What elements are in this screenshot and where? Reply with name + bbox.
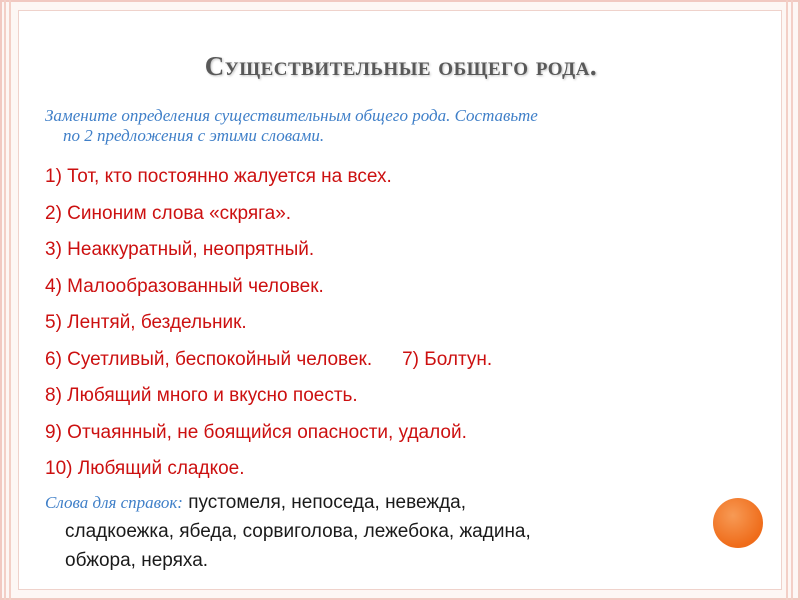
instruction-line-2: по 2 предложения с этими словами. bbox=[63, 126, 325, 145]
list-item: 10) Любящий сладкое. bbox=[45, 458, 245, 479]
list-item: 7) Болтун. bbox=[402, 348, 493, 370]
reference-words bbox=[45, 488, 765, 575]
list-item: 1) Тот, кто постоянно жалуется на всех. bbox=[45, 166, 392, 187]
list-item: 6) Суетливый, беспокойный человек. bbox=[45, 348, 373, 370]
definitions-list bbox=[45, 164, 765, 493]
list-item: 5) Лентяй, бездельник. bbox=[45, 312, 247, 333]
instruction-text bbox=[45, 106, 745, 146]
list-item: 8) Любящий много и вкусно поесть. bbox=[45, 385, 358, 406]
list-item: 4) Малообразованный человек. bbox=[45, 275, 324, 297]
instruction-line-1: Замените определения существительным общего рода. Составьте bbox=[45, 106, 538, 125]
list-item: 2) Синоним слова «скряга». bbox=[45, 202, 292, 224]
left-stripe-decoration bbox=[4, 0, 14, 600]
list-item: 9) Отчаянный, не боящийся опасности, удалой. bbox=[45, 421, 467, 443]
right-stripe-decoration bbox=[786, 0, 796, 600]
content-panel bbox=[18, 10, 782, 590]
reference-words-label: Слова для справок: bbox=[45, 493, 183, 512]
list-item-6-7 bbox=[45, 347, 765, 384]
reference-words-line-1: пустомеля, непоседа, невежда, bbox=[182, 492, 467, 513]
reference-words-line-3: обжора, неряха. bbox=[65, 550, 209, 571]
slide-title: Существительные общего рода. bbox=[204, 51, 598, 81]
reference-words-line-2: сладкоежка, ябеда, сорвиголова, лежебока, жадина, bbox=[65, 521, 531, 542]
list-item: 3) Неаккуратный, неопрятный. bbox=[45, 239, 315, 260]
orange-circle-decoration bbox=[713, 498, 763, 548]
